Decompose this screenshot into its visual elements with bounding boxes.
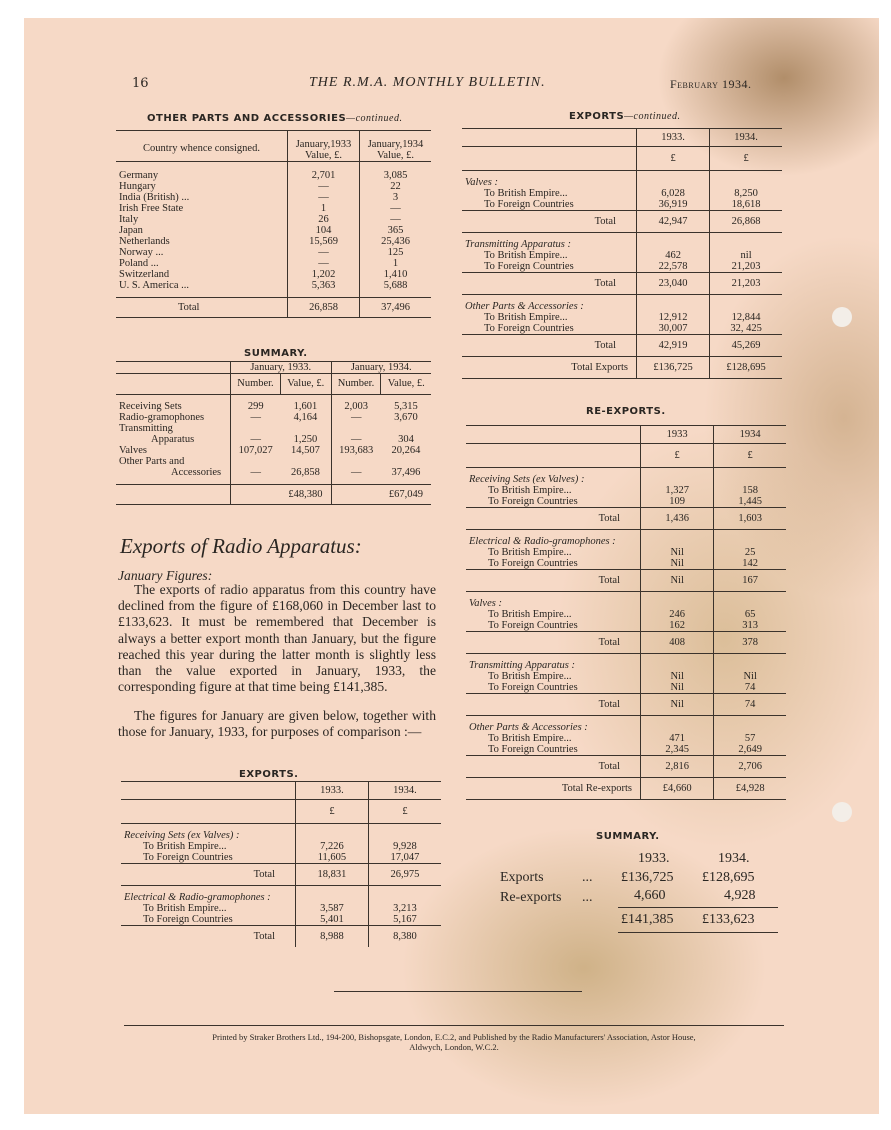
table-row: To Foreign Countries 162 313 <box>466 620 786 632</box>
table-row: To Foreign Countries 11,605 17,047 <box>121 852 441 864</box>
summary-2-exports-1934: £128,695 <box>702 870 755 885</box>
table-row: To British Empire... 3,587 3,213 <box>121 903 441 914</box>
table-row: Valves 107,027 14,507 193,683 20,264 <box>119 445 421 456</box>
summary-heading: SUMMARY. <box>244 348 308 359</box>
table-row: U. S. America ... 5,363 5,688 <box>116 280 431 291</box>
table-row: To Foreign Countries Nil 142 <box>466 558 786 570</box>
table-row: India (British) ... — 3 <box>116 192 431 203</box>
total-row: Total 42,947 26,868 <box>462 211 782 233</box>
table-row: Radio-gramophones — 4,164 — 3,670 <box>119 412 418 423</box>
reexports-heading: RE-EXPORTS. <box>586 406 666 417</box>
summary-table: January, 1933. January, 1934. Number. Value, £. Number. Value, £. Receiving Sets 299 1,601 2,003 5,315 Radio-gramophones — 4,164 — 3,670 Transmitting Apparatus — 1,250 — 304 Valves 107,027 14,507 193,683 20,264 Other Parts and Accessories — 26,858 — 37,496 £48,380 £67,049 <box>116 361 431 505</box>
grand-total-row: Total Exports £136,725 £128,695 <box>462 357 782 379</box>
punch-hole <box>832 802 852 822</box>
exports-continued-table: 1933. 1934. £ £ Valves : To British Empire... 6,028 8,250 To Foreign Countries 36,919 18,618 Total 42,947 26,868 Transmitting Apparatus : To British Empire... 462 nil To Foreign Countries 22,578 21,203 Total 23,040 21,203 Other Parts & Accessories : To British Empire... 12,912 12,844 To Foreign Countries 30,007 32, 425 Total 42,919 45,269 Total Exports £136,725 £128,695 <box>462 128 782 379</box>
total-row: Total 2,816 2,706 <box>466 756 786 778</box>
table-row: Switzerland 1,202 1,410 <box>116 269 431 280</box>
table-row: To Foreign Countries 109 1,445 <box>466 496 786 508</box>
article-title: Exports of Radio Apparatus: <box>120 534 362 558</box>
table-row: Germany 2,701 3,085 <box>116 170 431 181</box>
total-row: £48,380 £67,049 <box>116 485 431 505</box>
table-row: To British Empire... 12,912 12,844 <box>462 312 782 323</box>
summary-2-exports-label: Exports <box>500 870 544 885</box>
bulletin-title: THE R.M.A. MONTHLY BULLETIN. <box>309 75 546 90</box>
table-row: To Foreign Countries 36,919 18,618 <box>462 199 782 211</box>
footer-rule <box>124 1025 784 1026</box>
table-row: To British Empire... 7,226 9,928 <box>121 841 441 852</box>
summary-2-reexports-label: Re-exports <box>500 890 562 905</box>
summary-2-heading: SUMMARY. <box>596 831 660 842</box>
summary-2-exports-1933: £136,725 <box>621 870 674 885</box>
total-row: Total Nil 74 <box>466 694 786 716</box>
table-row: To Foreign Countries 30,007 32, 425 <box>462 323 782 335</box>
col-jan33-header: January,1933 Value, £. <box>288 131 360 162</box>
total-row: Total 26,858 37,496 <box>116 298 431 318</box>
table-row: To Foreign Countries 5,401 5,167 <box>121 914 441 926</box>
summary-2-rule-bottom <box>618 932 778 933</box>
table-row: Norway ... — 125 <box>116 247 431 258</box>
total-row: Total 1,436 1,603 <box>466 508 786 530</box>
grand-total-row: Total Re-exports £4,660 £4,928 <box>466 778 786 800</box>
table-row: To British Empire... Nil Nil <box>466 671 786 682</box>
table-row: Transmitting Apparatus — 1,250 — 304 <box>119 423 414 445</box>
other-parts-heading: OTHER PARTS AND ACCESSORIES—continued. <box>147 113 403 124</box>
col-jan34-header: January,1934 Value, £. <box>360 131 431 162</box>
exports-table: 1933. 1934. £ £ Receiving Sets (ex Valves) : To British Empire... 7,226 9,928 To Foreign Countries 11,605 17,047 Total 18,831 26,975 Electrical & Radio-gramophones : To British Empire... 3,587 3,213 To Foreign Countries 5,401 5,167 Total 8,988 8,380 <box>121 781 441 947</box>
punch-hole <box>832 307 852 327</box>
reexports-table: 1933 1934 £ £ Receiving Sets (ex Valves) : To British Empire... 1,327 158 To Foreign Countries 109 1,445 Total 1,436 1,603 Electrical & Radio-gramophones : To British Empire... Nil 25 To Foreign Countries Nil 142 Total Nil 167 Valves : To British Empire... 246 65 To Foreign Countries 162 313 Total 408 378 Transmitting Apparatus : To British Empire... Nil Nil To Foreign Countries Nil 74 Total Nil 74 Other Parts & Accessories : To British Empire... 471 57 To Foreign Countries 2,345 2,649 Total 2,816 2,706 Total Re-exports £4,660 £4,928 <box>466 425 786 800</box>
table-row: To Foreign Countries Nil 74 <box>466 682 786 694</box>
summary-2-year-1933: 1933. <box>638 851 670 866</box>
table-row: Netherlands 15,569 25,436 <box>116 236 431 247</box>
total-row: Total 408 378 <box>466 632 786 654</box>
summary-2-year-1934: 1934. <box>718 851 750 866</box>
table-row: Hungary — 22 <box>116 181 431 192</box>
table-row: To British Empire... 471 57 <box>466 733 786 744</box>
page-sheet: 16 THE R.M.A. MONTHLY BULLETIN. February 1934. OTHER PARTS AND ACCESSORIES—continued. Country whence consigned. January,1933 Value, £. January,1934 Value, £. Germany 2,701 3,085 Hungary — 22 India (British) ... — 3 Irish Free State 1 — Italy 26 — Japan 104 365 Netherlands 15,569 25,436 Norway ... — 125 Poland ... — 1 Switzerland 1,202 1,410 U. S. America ... 5,363 5,688 Total 26,858 37,496 SUMMARY. January, 1933. January, 1934. Number. Value, £. Number. Value, £. Receiving Sets 299 1,601 2,003 5,315 Radio-gramophones — 4,164 — 3,670 Transmitting Apparatus — 1,250 — 304 Valves 107,027 14,507 193,683 20,264 Other Parts and Accessories — 26,858 — 37,496 £48,380 £67,049 Exports of Radio Apparatus: January Figures: The exports of radio apparatus from this country have declined from the figure of £168,060 in December last to £133,623. It must be remembered that December is always a better export month than January, but the figure reached this year during the latter month is slightly less than the value exported in January, 1933, the corresponding figure at that time being £141,385. The figures for January are given below, together with those for January, 1933, for purposes of comparison :— EXPORTS. 1933. 1934. £ £ Receiving Sets (ex Valves) : To British Empire... 7,226 9,928 To Foreign Countries 11,605 17,047 Total 18,831 26,975 Electrical & Radio-gramophones : To British Empire... 3,587 3,213 To Foreign Countries 5,401 5,167 Total 8,988 8,380 EXPORTS—continued. 1933. 1934. £ £ Valves : To British Empire... 6,028 8,250 To Foreign Countries 36,919 18,618 Total 42,947 26,868 Transmitting Apparatus : To British Empire... 462 nil To Foreign Countries 22,578 21,203 Total 23,040 21,203 Other Parts & Accessories : To British Empire... 12,912 12,844 To Foreign Countries 30,007 32, 425 Total 42,919 45,269 Total Exports £136,725 £128,695 RE-EXPORTS. 1933 1934 £ £ Receiving Sets (ex Valves) : To British Empire... 1,327 158 To Foreign Countries 109 1,445 Total 1,436 1,603 Electrical & Radio-gramophones : To British Empire... Nil 25 To Foreign Countries Nil 142 Total Nil 167 Valves : To British Empire... 246 65 To Foreign Countries 162 313 Total 408 378 Transmitting Apparatus : To British Empire... Nil Nil To Foreign Countries Nil 74 Total Nil 74 Other Parts & Accessories : To British Empire... 471 57 To Foreign Countries 2,345 2,649 Total 2,816 2,706 Total Re-exports £4,660 £4,928 SUMMARY. 1933. 1934. Exports ... £136,725 £128,695 Re-exports ... 4,660 4,928 £141,385 £133,623 Printed by Straker Brothers Ltd., 194-200, Bishopsgate, London, E.C.2, and Published by the Radio Manufacturers' Association, Astor House, Aldwych, London, W.C.2. <box>24 18 879 1114</box>
total-row: Total 18,831 26,975 <box>121 864 441 886</box>
col-country-header: Country whence consigned. <box>143 143 260 154</box>
summary-2-rule <box>618 907 778 908</box>
total-row: Total 23,040 21,203 <box>462 273 782 295</box>
exports-continued-heading: EXPORTS—continued. <box>569 111 681 122</box>
page-number: 16 <box>132 76 149 91</box>
table-row: Italy 26 — <box>116 214 431 225</box>
table-row: To British Empire... 246 65 <box>466 609 786 620</box>
total-row: Total Nil 167 <box>466 570 786 592</box>
article-paragraph-1: The exports of radio apparatus from this country have declined from the figure of £168,060 in December last to £133,623. It must be remembered that December is always a better export month than January, but the figure reached this year during the latter month is slightly less than the value exported in January, 1933, the corresponding figure at that time being £141,385. <box>118 582 436 695</box>
other-parts-table <box>116 130 431 318</box>
article-paragraph-2: The figures for January are given below, together with those for January, 1933, for purposes of comparison :— <box>118 708 436 740</box>
footer-imprint: Printed by Straker Brothers Ltd., 194-200, Bishopsgate, London, E.C.2, and Published by the Radio Manufacturers' Association, Astor House, Aldwych, London, W.C.2. <box>212 1032 696 1052</box>
issue-date: February 1934. <box>670 77 752 91</box>
total-row: Total 42,919 45,269 <box>462 335 782 357</box>
article-subtitle: January Figures: <box>118 568 213 583</box>
table-row: Irish Free State 1 — <box>116 203 431 214</box>
exports-heading: EXPORTS. <box>239 769 299 780</box>
table-row: Receiving Sets 299 1,601 2,003 5,315 <box>116 395 431 413</box>
table-row: Poland ... — 1 <box>116 258 431 269</box>
total-row: Total 8,988 8,380 <box>121 926 441 948</box>
table-row: To British Empire... 1,327 158 <box>466 485 786 496</box>
summary-2-reexports-1934: 4,928 <box>724 888 756 903</box>
table-row: To British Empire... 6,028 8,250 <box>462 188 782 199</box>
summary-2-total-1934: £133,623 <box>702 912 755 927</box>
summary-2-total-1933: £141,385 <box>621 912 674 927</box>
table-row: Japan 104 365 <box>116 225 431 236</box>
table-row: To Foreign Countries 2,345 2,649 <box>466 744 786 756</box>
summary-2-reexports-1933: 4,660 <box>634 888 666 903</box>
table-row: Other Parts and Accessories — 26,858 — 37,496 <box>119 456 421 478</box>
end-rule <box>334 991 582 992</box>
table-row: To British Empire... Nil 25 <box>466 547 786 558</box>
table-row: To Foreign Countries 22,578 21,203 <box>462 261 782 273</box>
table-row: To British Empire... 462 nil <box>462 250 782 261</box>
